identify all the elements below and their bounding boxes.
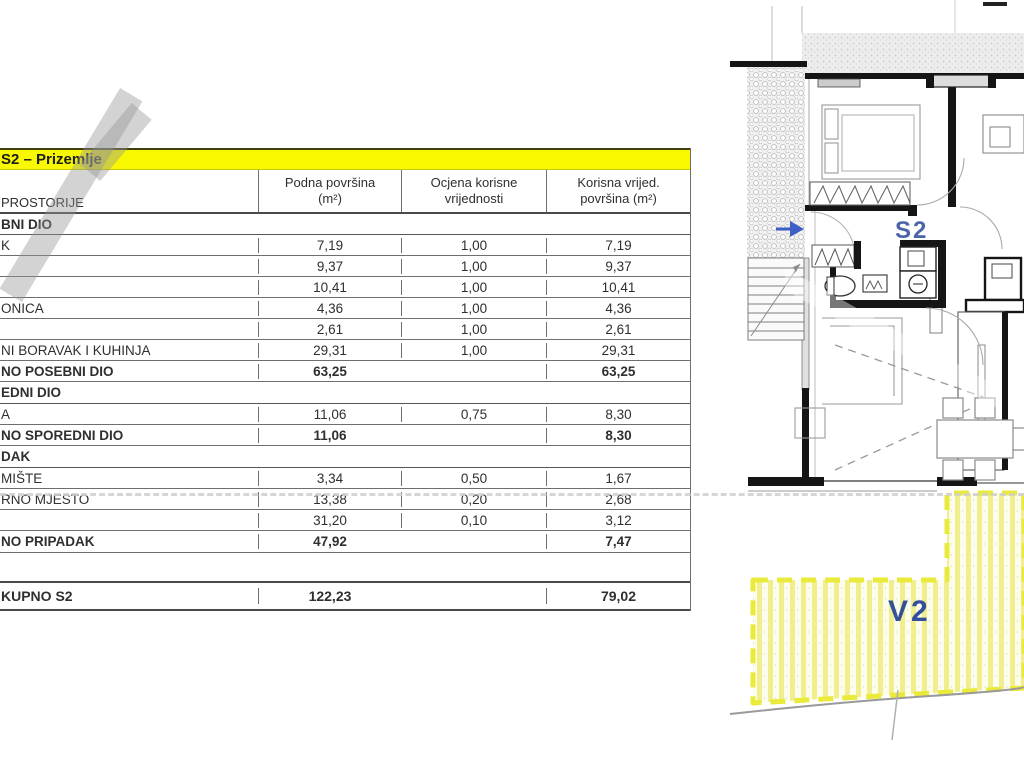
area-table bbox=[0, 148, 691, 611]
unit-label: S2 bbox=[895, 217, 929, 244]
table-row: A 11,06 0,75 8,30 bbox=[0, 404, 690, 425]
table-row: NI BORAVAK I KUHINJA 29,31 1,00 29,31 bbox=[0, 340, 690, 361]
garden-label: V2 bbox=[888, 595, 931, 628]
header-podna: Podna površina (m²) bbox=[258, 170, 401, 212]
door-arc bbox=[960, 207, 1002, 249]
grand-total-row: KUPNO S2 122,23 79,02 bbox=[0, 583, 690, 611]
window-sill bbox=[926, 74, 996, 88]
table-row: 10,41 1,00 10,41 bbox=[0, 277, 690, 298]
table-row: ONICA 4,36 1,00 4,36 bbox=[0, 298, 690, 319]
stairs bbox=[748, 258, 804, 340]
section-row: BNI DIO bbox=[0, 214, 690, 235]
wardrobe bbox=[810, 182, 910, 205]
header-ocjena: Ocjena korisne vrijednosti bbox=[401, 170, 546, 212]
subtotal-row: NO PRIPADAK 47,92 7,47 bbox=[0, 531, 690, 553]
window-sill bbox=[818, 79, 860, 87]
subtotal-row: NO SPOREDNI DIO 11,06 8,30 bbox=[0, 425, 690, 446]
section-row: DAK bbox=[0, 446, 690, 468]
table-row: RNO MJESTO 13,38 0,20 2,68 bbox=[0, 489, 690, 510]
dining-table bbox=[937, 398, 1024, 480]
bed bbox=[822, 105, 920, 179]
table-row: K 7,19 1,00 7,19 bbox=[0, 235, 690, 256]
table-row: 9,37 1,00 9,37 bbox=[0, 256, 690, 277]
table-header-row bbox=[0, 170, 690, 214]
spacer-row bbox=[0, 553, 690, 583]
table-row: 2,61 1,00 2,61 bbox=[0, 319, 690, 340]
floor-plan bbox=[690, 0, 1024, 768]
exterior-ground-hatch bbox=[802, 33, 1024, 75]
unit-title-banner: S2 – Prizemlje bbox=[0, 148, 690, 170]
header-rooms: PROSTORIJE bbox=[1, 195, 84, 210]
table-row: 31,20 0,10 3,12 bbox=[0, 510, 690, 531]
subtotal-row: NO POSEBNI DIO 63,25 63,25 bbox=[0, 361, 690, 382]
header-korisna: Korisna vrijed. površina (m²) bbox=[546, 170, 690, 212]
desk bbox=[983, 115, 1024, 153]
door-arc bbox=[917, 158, 964, 205]
section-row: EDNI DIO bbox=[0, 382, 690, 404]
table-row: MIŠTE 3,34 0,50 1,67 bbox=[0, 468, 690, 489]
